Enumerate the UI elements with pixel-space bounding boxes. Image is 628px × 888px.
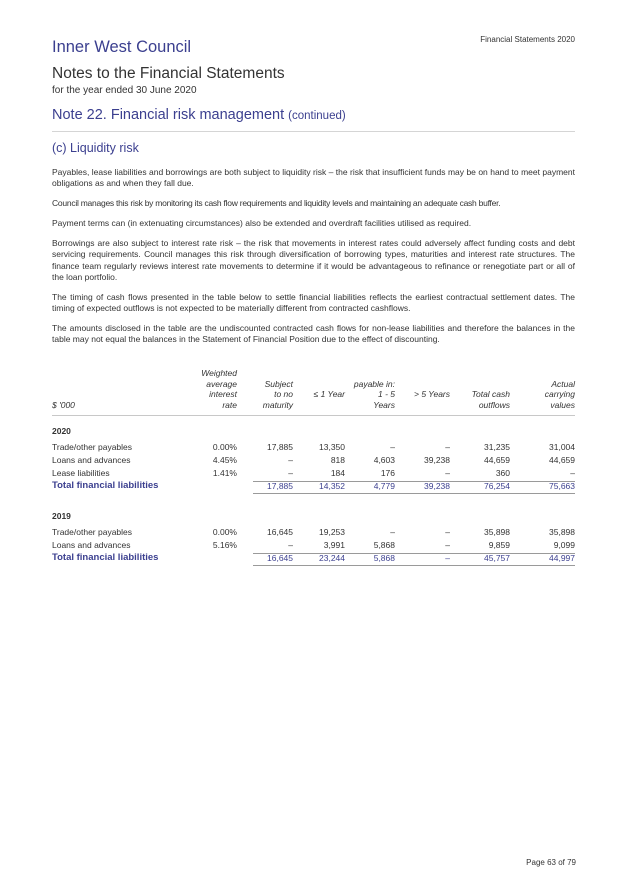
column-header: maturity — [262, 399, 293, 410]
total-value: 17,885 — [267, 481, 293, 491]
table-row — [52, 442, 575, 454]
year-heading: 2019 — [52, 511, 71, 521]
cell-value: 4.45% — [212, 455, 237, 465]
column-header: carrying — [544, 389, 575, 399]
total-value: 16,645 — [267, 553, 293, 563]
total-underline — [253, 565, 575, 566]
column-header: Weighted — [201, 368, 237, 378]
cell-value: 13,350 — [319, 442, 345, 452]
table-header-divider — [52, 415, 575, 416]
table-row — [52, 468, 575, 480]
paragraph: Payment terms can (in extenuating circumstances) also be extended and overdraft facilities utilised as required. — [52, 218, 472, 229]
cell-value: 16,645 — [267, 527, 293, 537]
body-text — [52, 167, 575, 354]
statement-label: Financial Statements 2020 — [480, 35, 575, 44]
paragraph: Borrowings are also subject to interest rate risk – the risk that movements in interest rates could adversely affect funding costs and debt servicing requirements. Council manages this risk through diversification of borrowing types, maturities and interest rate structures. The finance team regularly reviews interest rate movements to determine if it would be advantageous to refinance or renegotiate part or all of the loan portfolio. — [52, 237, 575, 282]
total-value: 39,238 — [424, 481, 450, 491]
paragraph: Payables, lease liabilities and borrowings are both subject to liquidity risk – the risk that insufficient funds may be on hand to meet payment obligations as and when they fall due. — [52, 167, 575, 189]
column-header: 1 - 5 — [377, 389, 395, 399]
cell-value: – — [288, 468, 293, 478]
cell-value: 1.41% — [212, 468, 237, 478]
total-underline — [253, 493, 575, 494]
total-label: Total financial liabilities — [52, 552, 159, 563]
paragraph: The timing of cash flows presented in the table below to settle financial liabilities reflects the earliest contractual settlement dates. The timing of expected outflows is not expected to be materially different from contracted cashflows. — [52, 291, 575, 314]
total-value: 5,868 — [373, 553, 395, 563]
cell-value: 4,603 — [373, 455, 395, 465]
cell-value: 818 — [330, 455, 345, 465]
cell-value: 176 — [380, 468, 395, 478]
cell-value: 360 — [495, 468, 510, 478]
note-continued: (continued) — [288, 110, 346, 122]
row-label: Lease liabilities — [52, 468, 110, 478]
cell-value: 31,235 — [484, 442, 510, 452]
cell-value: 31,004 — [549, 442, 575, 452]
cell-value: – — [570, 468, 575, 478]
total-row — [52, 552, 575, 564]
table-unit-label: $ '000 — [52, 400, 75, 410]
header-divider — [52, 131, 575, 132]
document-subtitle: for the year ended 30 June 2020 — [52, 85, 197, 96]
column-header: outflows — [478, 399, 510, 410]
total-value: 75,663 — [549, 481, 575, 491]
total-value: 23,244 — [319, 553, 345, 563]
table-row — [52, 540, 575, 552]
column-header: ≤ 1 Year — [313, 389, 345, 399]
cell-value: 39,238 — [424, 455, 450, 465]
cell-value: 5.16% — [212, 540, 237, 550]
cell-value: 19,253 — [319, 527, 345, 537]
table-row — [52, 527, 575, 539]
organisation-name: Inner West Council — [52, 38, 192, 56]
cell-value: – — [445, 442, 450, 452]
cell-value: – — [288, 455, 293, 465]
cell-value: 44,659 — [549, 455, 575, 465]
cell-value: 0.00% — [212, 527, 237, 537]
column-header: > 5 Years — [414, 389, 450, 399]
column-header: Total cash — [471, 389, 510, 399]
cell-value: 17,885 — [267, 442, 293, 452]
cell-value: 9,099 — [553, 540, 575, 550]
section-heading: (c) Liquidity risk — [52, 141, 139, 155]
note-title — [52, 107, 346, 123]
year-heading: 2020 — [52, 426, 71, 436]
column-header: Actual — [551, 378, 575, 389]
column-header: payable in: — [353, 378, 395, 389]
paragraph: The amounts disclosed in the table are the undiscounted contracted cash flows for non-lease liabilities and therefore the balances in the table may not equal the balances in the Statement of Financial Position due to the effect of discounting. — [52, 322, 575, 345]
total-value: 45,757 — [484, 553, 510, 563]
row-label: Loans and advances — [52, 540, 131, 550]
page-number: Page 63 of 79 — [526, 858, 576, 867]
cell-value: 35,898 — [549, 527, 575, 537]
table-row — [52, 455, 575, 467]
column-header: Subject — [264, 378, 293, 389]
total-label: Total financial liabilities — [52, 480, 159, 491]
row-label: Trade/other payables — [52, 527, 133, 537]
column-header: to no — [274, 389, 293, 399]
paragraph: Council manages this risk by monitoring its cash flow requirements and liquidity levels and maintaining an adequate cash buffer. — [52, 198, 501, 209]
column-header: rate — [222, 399, 237, 410]
column-header: values — [550, 399, 575, 410]
cell-value: 9,859 — [488, 540, 510, 550]
document-title: Notes to the Financial Statements — [52, 65, 285, 82]
total-row — [52, 480, 575, 492]
column-header: average — [206, 378, 237, 389]
cell-value: – — [390, 527, 395, 537]
total-value: 14,352 — [319, 481, 345, 491]
cell-value: – — [390, 442, 395, 452]
cell-value: – — [445, 468, 450, 478]
total-value: 44,997 — [549, 553, 575, 563]
row-label: Loans and advances — [52, 455, 131, 465]
cell-value: – — [445, 527, 450, 537]
cell-value: 5,868 — [373, 540, 395, 550]
column-header: interest — [209, 389, 237, 399]
total-value: 76,254 — [484, 481, 510, 491]
column-header: Years — [373, 399, 395, 410]
cell-value: – — [445, 540, 450, 550]
cell-value: – — [288, 540, 293, 550]
total-value: 4,779 — [373, 481, 395, 491]
cell-value: 35,898 — [484, 527, 510, 537]
row-label: Trade/other payables — [52, 442, 133, 452]
cell-value: 3,991 — [323, 540, 345, 550]
cell-value: 44,659 — [484, 455, 510, 465]
cell-value: 0.00% — [212, 442, 237, 452]
cell-value: 184 — [330, 468, 345, 478]
total-value: – — [445, 553, 450, 563]
note-title-text: Note 22. Financial risk management — [52, 107, 285, 123]
